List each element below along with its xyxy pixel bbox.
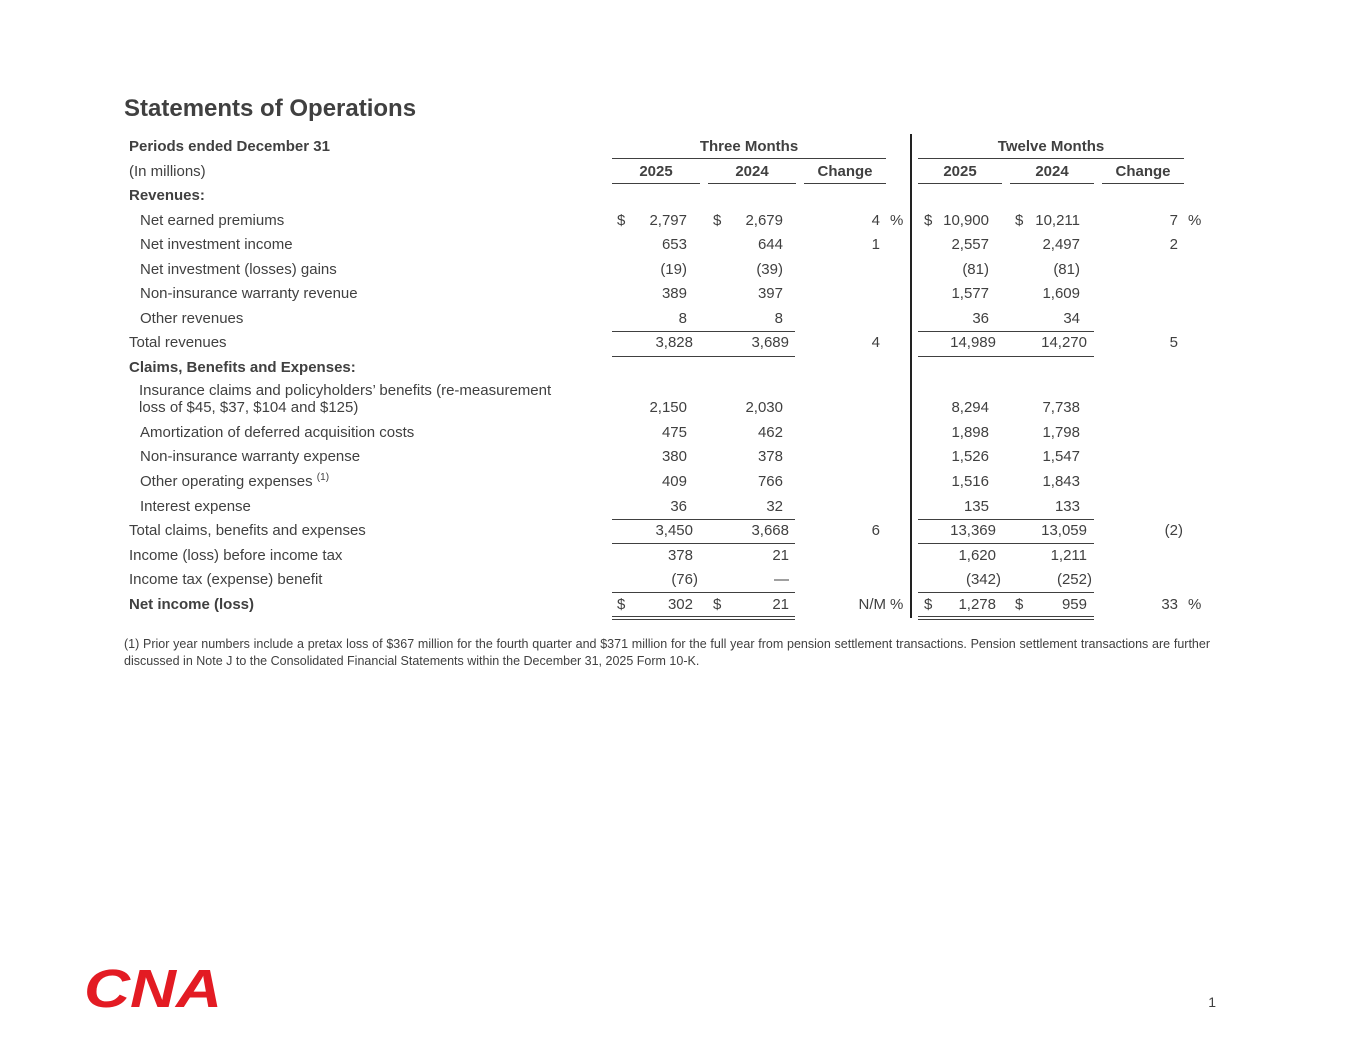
section-revenues: Revenues: [129, 187, 205, 204]
y-2025-header: 2025 [943, 163, 977, 180]
q-2025-value: 653 [661, 236, 687, 253]
y-2024-value: (252) [1056, 571, 1092, 588]
y-2025-value: 1,898 [951, 424, 989, 441]
logo-text: CNA [84, 962, 222, 1010]
y-2025-value: 1,577 [951, 285, 989, 302]
y-2025-value: (81) [962, 261, 989, 278]
row-label: Net investment income [140, 236, 293, 253]
q-2024-value: 21 [772, 547, 789, 564]
q-2025-value: 3,828 [655, 334, 693, 351]
q-2024-value: 378 [757, 448, 783, 465]
header-underline [1102, 183, 1184, 184]
subtotal-rule [918, 331, 1094, 332]
y-change-value: 2 [1169, 236, 1178, 253]
row-label: Total revenues [129, 334, 227, 351]
q-2024-value: 462 [757, 424, 783, 441]
y-2025-value: 135 [963, 498, 989, 515]
y-2024-value: 34 [1063, 310, 1080, 327]
q-2024-header: 2024 [735, 163, 769, 180]
q-2024-value: (39) [756, 261, 783, 278]
period-label: Periods ended December 31 [129, 138, 330, 155]
q-2024-value: 3,689 [751, 334, 789, 351]
three-months-header: Three Months [699, 138, 799, 155]
y-2025-value: 2,557 [951, 236, 989, 253]
q-2025-value: 2,797 [649, 212, 687, 229]
percent-sign: % [1188, 596, 1202, 613]
row-label-text: Other operating expenses [140, 473, 313, 490]
q-2024-value: 32 [766, 498, 783, 515]
y-change-value: 33 [1161, 596, 1178, 613]
dollar-sign: $ [924, 212, 933, 229]
y-2024-value: 2,497 [1042, 236, 1080, 253]
subtotal-rule [918, 519, 1094, 520]
q-2025-value: (76) [671, 571, 698, 588]
row-label: Income (loss) before income tax [129, 547, 343, 564]
q-change-value: N/M [858, 596, 886, 613]
cna-logo [84, 962, 226, 1010]
q-2025-value: 36 [670, 498, 687, 515]
row-label [140, 473, 329, 491]
y-2024-value: 1,547 [1042, 448, 1080, 465]
q-2025-value: 378 [667, 547, 693, 564]
row-label: Insurance claims and policyholders’ benefits (re-measurement [139, 382, 552, 399]
header-underline [612, 183, 700, 184]
row-label: Net investment (losses) gains [140, 261, 337, 278]
q-2025-value: 409 [661, 473, 687, 490]
y-2024-value: 133 [1054, 498, 1080, 515]
percent-sign: % [890, 212, 904, 229]
header-underline [708, 183, 796, 184]
dollar-sign: $ [924, 596, 933, 613]
dollar-sign: $ [713, 212, 722, 229]
footnote-marker: (1) [316, 472, 330, 483]
header-underline [804, 183, 886, 184]
q-2024-value: 644 [757, 236, 783, 253]
percent-sign: % [1188, 212, 1202, 229]
q-change-value: 4 [871, 212, 880, 229]
header-underline [918, 183, 1002, 184]
row-label: Non-insurance warranty revenue [140, 285, 358, 302]
q-2025-value: 3,450 [655, 522, 693, 539]
y-change-value: 5 [1169, 334, 1178, 351]
y-change-value: 7 [1169, 212, 1178, 229]
q-2025-value: (19) [660, 261, 687, 278]
total-rule [918, 543, 1094, 544]
q-change-value: 4 [871, 334, 880, 351]
column-divider [910, 134, 912, 618]
y-2025-value: 1,278 [958, 596, 996, 613]
q-2024-value: 766 [757, 473, 783, 490]
y-2024-value: 7,738 [1042, 399, 1080, 416]
total-rule [612, 356, 795, 357]
grand-total-double-rule [612, 616, 795, 620]
q-2025-value: 389 [661, 285, 687, 302]
y-change-value: (2) [1164, 522, 1183, 539]
y-2025-value: 8,294 [951, 399, 989, 416]
grand-total-double-rule [918, 616, 1094, 620]
row-label: Total claims, benefits and expenses [129, 522, 366, 539]
footnote: (1) Prior year numbers include a pretax loss of $367 million for the fourth quarter and $371 million for the full year from pension settlement transactions. Pension settlement transactions are further discussed in Note J to the Consolidated Financial Statements within the December 31, 2025 Form 10-K. [124, 637, 1210, 668]
subtotal-rule [612, 331, 795, 332]
row-label: Income tax (expense) benefit [129, 571, 323, 588]
twelve-months-rule [918, 158, 1184, 159]
row-label: Non-insurance warranty expense [140, 448, 361, 465]
y-change-header: Change [1115, 163, 1171, 180]
q-2025-value: 380 [661, 448, 687, 465]
row-label: Net income (loss) [129, 596, 255, 613]
q-2024-value: 2,030 [745, 399, 783, 416]
y-2024-value: 1,211 [1050, 547, 1087, 564]
y-2025-value: 36 [972, 310, 989, 327]
q-2024-value: 21 [772, 596, 789, 613]
y-2025-value: 1,526 [951, 448, 989, 465]
dollar-sign: $ [617, 212, 626, 229]
q-2024-value: 8 [774, 310, 783, 327]
y-2025-value: 10,900 [943, 212, 989, 229]
header-underline [1010, 183, 1094, 184]
q-2025-value: 2,150 [649, 399, 687, 416]
twelve-months-header: Twelve Months [997, 138, 1105, 155]
y-2024-value: 1,843 [1042, 473, 1080, 490]
q-2025-value: 475 [661, 424, 687, 441]
q-change-value: 1 [871, 236, 880, 253]
row-label: Interest expense [140, 498, 251, 515]
y-2024-value: 1,609 [1042, 285, 1080, 302]
y-2024-header: 2024 [1035, 163, 1069, 180]
dollar-sign: $ [713, 596, 722, 613]
row-label-continued: loss of $45, $37, $104 and $125) [139, 399, 359, 416]
page-number: 1 [1208, 994, 1216, 1010]
q-2025-value: 8 [678, 310, 687, 327]
y-2025-value: 1,620 [958, 547, 996, 564]
section-claims: Claims, Benefits and Expenses: [129, 359, 356, 376]
total-rule [612, 543, 795, 544]
q-2025-header: 2025 [639, 163, 673, 180]
q-change-value: 6 [871, 522, 880, 539]
page-title: Statements of Operations [124, 95, 417, 122]
row-label: Other revenues [140, 310, 244, 327]
y-2025-value: 13,369 [950, 522, 996, 539]
q-2024-value: 397 [757, 285, 783, 302]
row-label: Net earned premiums [140, 212, 285, 229]
y-2024-value: 1,798 [1042, 424, 1080, 441]
total-rule [918, 356, 1094, 357]
y-2025-value: (342) [965, 571, 1001, 588]
dollar-sign: $ [1015, 596, 1024, 613]
q-2024-value: 2,679 [745, 212, 783, 229]
y-2025-value: 14,989 [950, 334, 996, 351]
dollar-sign: $ [1015, 212, 1024, 229]
y-2025-value: 1,516 [951, 473, 989, 490]
units-label: (In millions) [129, 163, 206, 180]
q-2024-value: 3,668 [751, 522, 789, 539]
subtotal-rule [918, 592, 1094, 593]
q-2025-value: 302 [667, 596, 693, 613]
row-label: Amortization of deferred acquisition costs [140, 424, 415, 441]
three-months-rule [612, 158, 886, 159]
dollar-sign: $ [617, 596, 626, 613]
subtotal-rule [612, 592, 795, 593]
percent-sign: % [890, 596, 904, 613]
y-2024-value: 13,059 [1041, 522, 1087, 539]
q-2024-value: — [774, 571, 789, 588]
y-2024-value: (81) [1053, 261, 1080, 278]
y-2024-value: 959 [1061, 596, 1087, 613]
q-change-header: Change [817, 163, 873, 180]
y-2024-value: 14,270 [1041, 334, 1087, 351]
y-2024-value: 10,211 [1035, 212, 1080, 229]
subtotal-rule [612, 519, 795, 520]
